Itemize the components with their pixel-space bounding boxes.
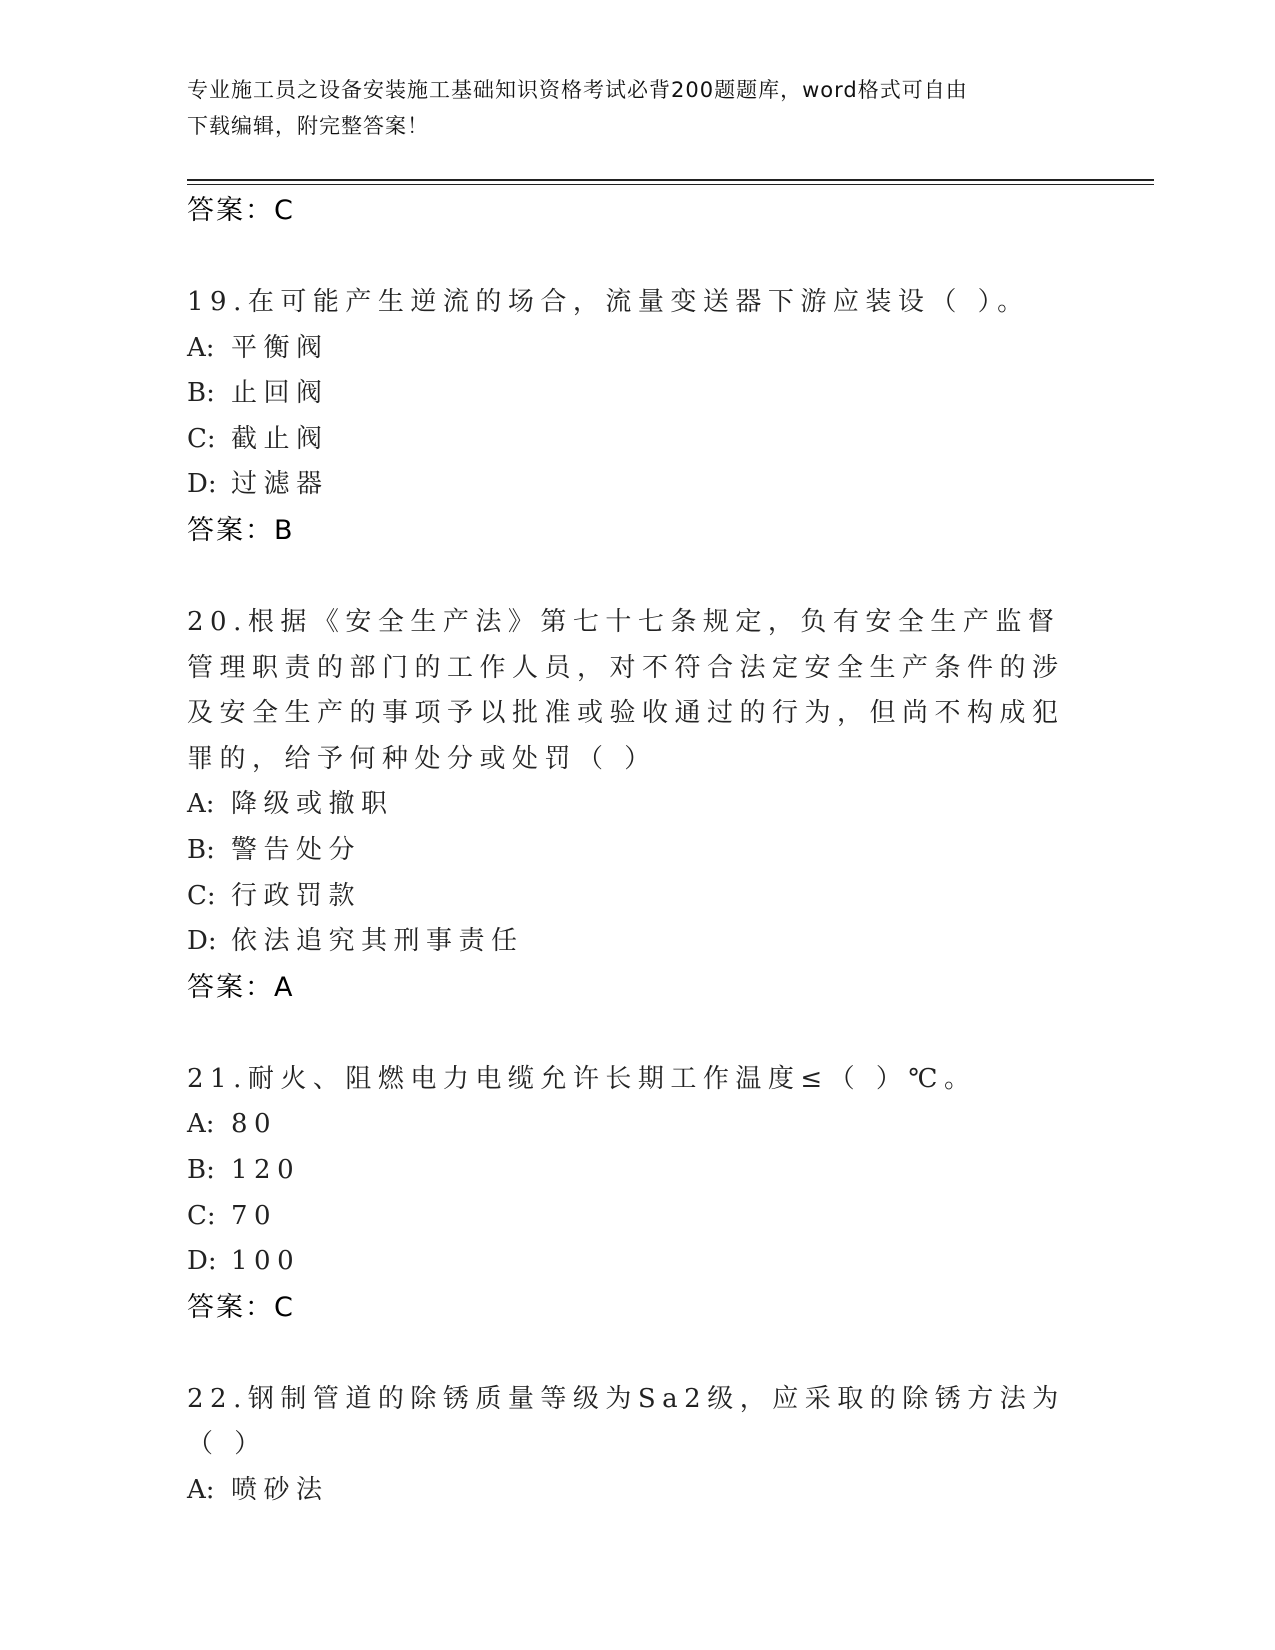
option-text: 120	[231, 1154, 301, 1185]
option-text: 截止阀	[231, 423, 329, 454]
option-text: 依法追究其刑事责任	[231, 926, 524, 957]
option-text: 70	[231, 1200, 278, 1231]
option-text: 80	[231, 1109, 278, 1140]
question-21-option-d	[187, 1239, 1087, 1285]
option-key: C:	[187, 880, 216, 911]
option-key: B:	[187, 1154, 215, 1185]
option-text: 行政罚款	[231, 880, 362, 911]
question-19-option-a	[187, 326, 1087, 372]
option-text: 降级或撤职	[231, 789, 394, 820]
question-20-option-d	[187, 919, 1087, 965]
option-text: 100	[231, 1246, 301, 1277]
option-text: 止回阀	[231, 378, 329, 409]
question-20-option-a	[187, 782, 1087, 828]
option-text: 过滤器	[231, 469, 329, 500]
question-22-option-a	[187, 1468, 1087, 1514]
question-19-stem: 19.在可能产生逆流的场合，流量变送器下游应装设（ ）。	[187, 287, 1030, 317]
answer-q18: 答案：C	[187, 195, 295, 226]
question-20-option-b	[187, 828, 1087, 874]
option-key: B:	[187, 834, 215, 865]
option-key: D:	[187, 469, 217, 500]
option-key: C:	[187, 1200, 216, 1231]
option-key: A:	[187, 1474, 215, 1505]
question-19-option-c	[187, 417, 1087, 463]
header-divider-thin	[187, 184, 1154, 185]
question-21-option-b	[187, 1148, 1087, 1194]
option-key: A:	[187, 332, 215, 363]
option-key: C:	[187, 423, 216, 454]
document-header	[187, 72, 1077, 144]
answer-q20: 答案：A	[187, 971, 295, 1003]
header-line-2: 下载编辑，附完整答案！	[187, 114, 429, 138]
question-21-option-a	[187, 1102, 1087, 1148]
question-21-option-c	[187, 1194, 1087, 1240]
header-divider-thick	[187, 179, 1154, 181]
option-key: D:	[187, 1246, 217, 1277]
question-20-stem: 20.根据《安全生产法》第七十七条规定，负有安全生产监督管理职责的部门的工作人员，对不符合法定安全生产条件的涉及安全生产的事项予以批准或验收通过的行为，但尚不构成犯罪的，给予何种处分或处罚（ ）	[187, 606, 1065, 774]
option-text: 喷砂法	[231, 1474, 329, 1505]
answer-q19: 答案：B	[187, 514, 295, 546]
option-text: 平衡阀	[231, 332, 329, 363]
question-19-option-d	[187, 462, 1087, 508]
option-text: 警告处分	[231, 834, 362, 865]
option-key: B:	[187, 378, 215, 409]
question-19-option-b	[187, 371, 1087, 417]
question-20-option-c	[187, 874, 1087, 920]
option-key: A:	[187, 789, 215, 820]
answer-q21: 答案：C	[187, 1291, 295, 1323]
header-line-1: 专业施工员之设备安装施工基础知识资格考试必背200题题库，word格式可自由	[187, 78, 968, 102]
question-list	[187, 188, 1087, 1513]
option-key: D:	[187, 926, 217, 957]
option-key: A:	[187, 1109, 215, 1140]
question-21-stem: 21.耐火、阻燃电力电缆允许长期工作温度≤（ ）℃。	[187, 1063, 977, 1094]
question-22-stem: 22.钢制管道的除锈质量等级为Sa2级，应采取的除锈方法为（ ）	[187, 1383, 1065, 1460]
